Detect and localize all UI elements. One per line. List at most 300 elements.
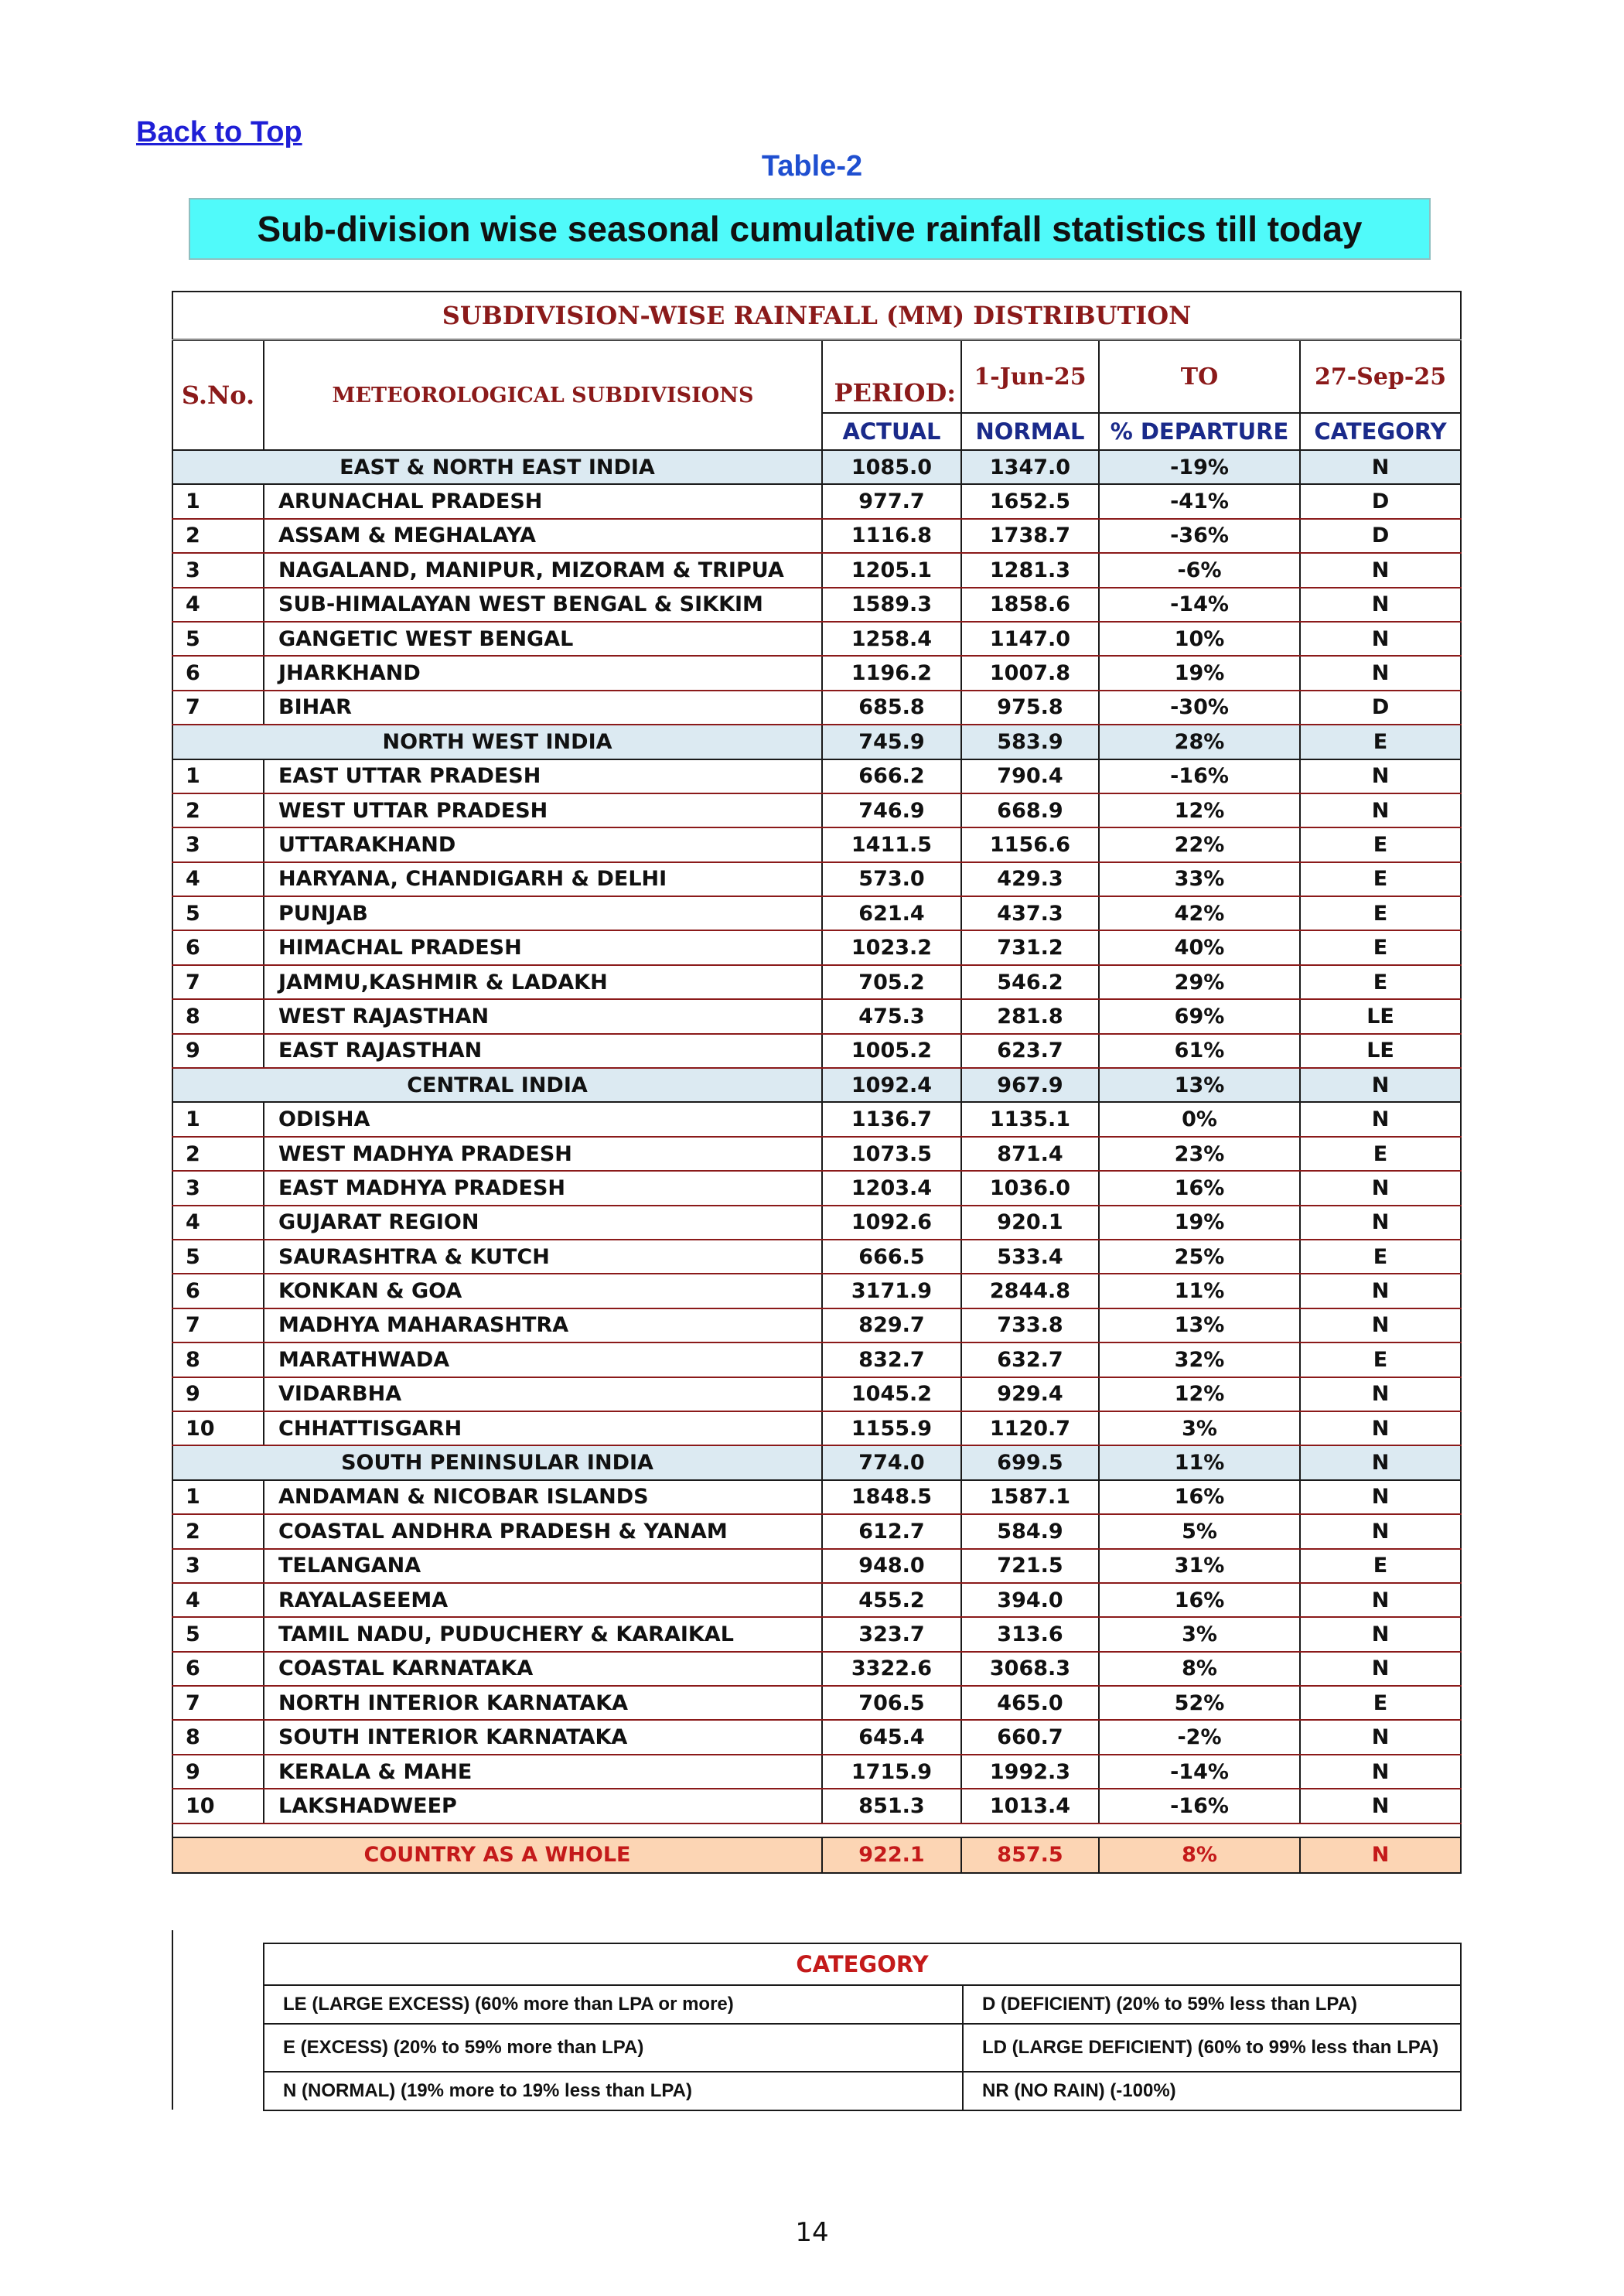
- legend-le: LE (LARGE EXCESS) (60% more than LPA or more): [264, 1985, 963, 2024]
- table-row: [172, 1480, 1461, 1514]
- row-normal: 1147.0: [961, 622, 1099, 656]
- row-departure: -16%: [1099, 1789, 1300, 1823]
- row-actual: 706.5: [822, 1686, 961, 1720]
- row-normal: 975.8: [961, 691, 1099, 725]
- row-sno: 4: [172, 588, 264, 622]
- row-normal: 465.0: [961, 1686, 1099, 1720]
- row-sno: 8: [172, 1342, 264, 1377]
- row-actual: 832.7: [822, 1342, 961, 1377]
- row-sno: 9: [172, 1034, 264, 1068]
- table-row: [172, 1549, 1461, 1583]
- table-row: [172, 1342, 1461, 1377]
- table-row: [172, 862, 1461, 896]
- row-normal: 3068.3: [961, 1652, 1099, 1686]
- region-name: SOUTH PENINSULAR INDIA: [172, 1445, 822, 1479]
- row-normal: 668.9: [961, 793, 1099, 827]
- row-normal: 1007.8: [961, 656, 1099, 690]
- row-departure: 16%: [1099, 1583, 1300, 1617]
- row-actual: 851.3: [822, 1789, 961, 1823]
- row-category: N: [1300, 656, 1461, 690]
- region-category: N: [1300, 1068, 1461, 1102]
- row-subdivision: MARATHWADA: [264, 1342, 822, 1377]
- region-actual: 774.0: [822, 1445, 961, 1479]
- row-sno: 3: [172, 1171, 264, 1205]
- row-subdivision: JHARKHAND: [264, 656, 822, 690]
- legend-d: D (DEFICIENT) (20% to 59% less than LPA): [963, 1985, 1461, 2024]
- row-subdivision: SOUTH INTERIOR KARNATAKA: [264, 1720, 822, 1754]
- row-normal: 429.3: [961, 862, 1099, 896]
- row-category: N: [1300, 1171, 1461, 1205]
- table-row: [172, 793, 1461, 827]
- row-subdivision: COASTAL ANDHRA PRADESH & YANAM: [264, 1514, 822, 1548]
- subdivision-header: METEOROLOGICAL SUBDIVISIONS: [264, 340, 822, 451]
- region-actual: 1092.4: [822, 1068, 961, 1102]
- row-category: N: [1300, 1789, 1461, 1823]
- row-category: N: [1300, 1411, 1461, 1445]
- row-normal: 1858.6: [961, 588, 1099, 622]
- row-sno: 5: [172, 1617, 264, 1651]
- row-departure: 16%: [1099, 1171, 1300, 1205]
- row-actual: 1045.2: [822, 1377, 961, 1411]
- table-row: [172, 656, 1461, 690]
- region-name: NORTH WEST INDIA: [172, 725, 822, 759]
- region-row: [172, 1445, 1461, 1479]
- row-normal: 1587.1: [961, 1480, 1099, 1514]
- region-normal: 583.9: [961, 725, 1099, 759]
- row-normal: 1992.3: [961, 1755, 1099, 1789]
- row-subdivision: ANDAMAN & NICOBAR ISLANDS: [264, 1480, 822, 1514]
- country-name: COUNTRY AS A WHOLE: [172, 1837, 822, 1873]
- row-subdivision: SUB-HIMALAYAN WEST BENGAL & SIKKIM: [264, 588, 822, 622]
- row-departure: 29%: [1099, 965, 1300, 999]
- row-category: N: [1300, 759, 1461, 793]
- row-category: N: [1300, 1308, 1461, 1342]
- spacer-cell: [172, 1823, 1461, 1837]
- row-actual: 3171.9: [822, 1274, 961, 1308]
- row-subdivision: EAST UTTAR PRADESH: [264, 759, 822, 793]
- legend-e: E (EXCESS) (20% to 59% more than LPA): [264, 2024, 963, 2072]
- page-headline: Sub-division wise seasonal cumulative rainfall statistics till today: [189, 198, 1431, 260]
- row-actual: 455.2: [822, 1583, 961, 1617]
- legend-title: CATEGORY: [264, 1943, 1461, 1985]
- row-actual: 746.9: [822, 793, 961, 827]
- row-normal: 871.4: [961, 1137, 1099, 1171]
- table-row: [172, 519, 1461, 553]
- table-row: [172, 1789, 1461, 1823]
- row-category: N: [1300, 622, 1461, 656]
- row-subdivision: VIDARBHA: [264, 1377, 822, 1411]
- row-category: N: [1300, 1755, 1461, 1789]
- row-subdivision: ARUNACHAL PRADESH: [264, 484, 822, 518]
- region-departure: 11%: [1099, 1445, 1300, 1479]
- region-actual: 1085.0: [822, 450, 961, 484]
- legend-n: N (NORMAL) (19% more to 19% less than LPA): [264, 2072, 963, 2110]
- country-actual: 922.1: [822, 1837, 961, 1873]
- row-category: E: [1300, 930, 1461, 964]
- row-category: E: [1300, 862, 1461, 896]
- table-title: SUBDIVISION-WISE RAINFALL (MM) DISTRIBUTION: [172, 292, 1461, 340]
- row-category: N: [1300, 1617, 1461, 1651]
- row-departure: 61%: [1099, 1034, 1300, 1068]
- table-row: [172, 1274, 1461, 1308]
- table-row: [172, 1411, 1461, 1445]
- rainfall-table: [172, 291, 1462, 1874]
- country-category: N: [1300, 1837, 1461, 1873]
- row-departure: 19%: [1099, 1206, 1300, 1240]
- row-normal: 623.7: [961, 1034, 1099, 1068]
- row-subdivision: MADHYA MAHARASHTRA: [264, 1308, 822, 1342]
- row-sno: 6: [172, 656, 264, 690]
- row-actual: 685.8: [822, 691, 961, 725]
- row-category: N: [1300, 588, 1461, 622]
- row-category: E: [1300, 896, 1461, 930]
- row-departure: 25%: [1099, 1240, 1300, 1274]
- region-row: [172, 725, 1461, 759]
- row-departure: 16%: [1099, 1480, 1300, 1514]
- row-departure: 3%: [1099, 1411, 1300, 1445]
- row-subdivision: COASTAL KARNATAKA: [264, 1652, 822, 1686]
- row-subdivision: HIMACHAL PRADESH: [264, 930, 822, 964]
- row-actual: 1155.9: [822, 1411, 961, 1445]
- row-subdivision: WEST MADHYA PRADESH: [264, 1137, 822, 1171]
- row-departure: -16%: [1099, 759, 1300, 793]
- row-actual: 1116.8: [822, 519, 961, 553]
- table-left-border: [172, 1930, 173, 2110]
- region-row: [172, 450, 1461, 484]
- row-sno: 5: [172, 1240, 264, 1274]
- row-actual: 666.2: [822, 759, 961, 793]
- row-departure: 5%: [1099, 1514, 1300, 1548]
- table-row: [172, 930, 1461, 964]
- row-category: N: [1300, 1652, 1461, 1686]
- row-subdivision: GANGETIC WEST BENGAL: [264, 622, 822, 656]
- row-departure: 8%: [1099, 1652, 1300, 1686]
- row-sno: 4: [172, 1206, 264, 1240]
- region-category: E: [1300, 725, 1461, 759]
- category-header: CATEGORY: [1300, 413, 1461, 450]
- row-normal: 790.4: [961, 759, 1099, 793]
- region-normal: 1347.0: [961, 450, 1099, 484]
- row-departure: 0%: [1099, 1102, 1300, 1136]
- row-subdivision: ASSAM & MEGHALAYA: [264, 519, 822, 553]
- row-normal: 733.8: [961, 1308, 1099, 1342]
- region-normal: 967.9: [961, 1068, 1099, 1102]
- row-sno: 10: [172, 1789, 264, 1823]
- row-sno: 3: [172, 827, 264, 861]
- row-sno: 7: [172, 965, 264, 999]
- sno-header: S.No.: [172, 340, 264, 451]
- row-actual: 1196.2: [822, 656, 961, 690]
- row-departure: 33%: [1099, 862, 1300, 896]
- row-sno: 1: [172, 1480, 264, 1514]
- row-category: E: [1300, 1549, 1461, 1583]
- row-actual: 829.7: [822, 1308, 961, 1342]
- table-row: [172, 1377, 1461, 1411]
- row-subdivision: SAURASHTRA & KUTCH: [264, 1240, 822, 1274]
- legend-ld: LD (LARGE DEFICIENT) (60% to 99% less than LPA): [963, 2024, 1461, 2072]
- row-sno: 6: [172, 1652, 264, 1686]
- row-subdivision: LAKSHADWEEP: [264, 1789, 822, 1823]
- row-category: E: [1300, 1240, 1461, 1274]
- row-actual: 612.7: [822, 1514, 961, 1548]
- row-departure: 12%: [1099, 793, 1300, 827]
- row-normal: 929.4: [961, 1377, 1099, 1411]
- row-subdivision: GUJARAT REGION: [264, 1206, 822, 1240]
- table-row: [172, 759, 1461, 793]
- row-departure: -14%: [1099, 1755, 1300, 1789]
- region-category: N: [1300, 1445, 1461, 1479]
- row-actual: 1092.6: [822, 1206, 961, 1240]
- row-departure: 19%: [1099, 656, 1300, 690]
- table-row: [172, 1171, 1461, 1205]
- region-actual: 745.9: [822, 725, 961, 759]
- row-actual: 323.7: [822, 1617, 961, 1651]
- table-row: [172, 1137, 1461, 1171]
- period-header: PERIOD:: [822, 340, 961, 414]
- row-actual: 475.3: [822, 999, 961, 1033]
- country-normal: 857.5: [961, 1837, 1099, 1873]
- row-normal: 313.6: [961, 1617, 1099, 1651]
- row-subdivision: PUNJAB: [264, 896, 822, 930]
- table-row: [172, 1240, 1461, 1274]
- row-actual: 1005.2: [822, 1034, 961, 1068]
- row-actual: 948.0: [822, 1549, 961, 1583]
- row-departure: -30%: [1099, 691, 1300, 725]
- row-sno: 2: [172, 1137, 264, 1171]
- row-sno: 3: [172, 1549, 264, 1583]
- row-sno: 7: [172, 1308, 264, 1342]
- row-category: E: [1300, 965, 1461, 999]
- back-to-top-link[interactable]: Back to Top: [136, 116, 302, 148]
- table-row: [172, 1720, 1461, 1754]
- table-row: [172, 553, 1461, 587]
- country-departure: 8%: [1099, 1837, 1300, 1873]
- row-actual: 1258.4: [822, 622, 961, 656]
- to-date: 27-Sep-25: [1300, 340, 1461, 414]
- table-row: [172, 588, 1461, 622]
- row-category: N: [1300, 1377, 1461, 1411]
- row-sno: 7: [172, 691, 264, 725]
- row-normal: 1652.5: [961, 484, 1099, 518]
- table-row: [172, 827, 1461, 861]
- row-subdivision: BIHAR: [264, 691, 822, 725]
- row-category: N: [1300, 1583, 1461, 1617]
- table-row: [172, 896, 1461, 930]
- row-actual: 666.5: [822, 1240, 961, 1274]
- row-sno: 1: [172, 1102, 264, 1136]
- row-normal: 1281.3: [961, 553, 1099, 587]
- row-actual: 573.0: [822, 862, 961, 896]
- table-row: [172, 999, 1461, 1033]
- row-category: N: [1300, 1274, 1461, 1308]
- row-subdivision: KONKAN & GOA: [264, 1274, 822, 1308]
- row-normal: 1156.6: [961, 827, 1099, 861]
- row-departure: -2%: [1099, 1720, 1300, 1754]
- row-actual: 645.4: [822, 1720, 961, 1754]
- row-actual: 1589.3: [822, 588, 961, 622]
- legend-nr: NR (NO RAIN) (-100%): [963, 2072, 1461, 2110]
- table-row: [172, 1206, 1461, 1240]
- row-sno: 2: [172, 793, 264, 827]
- row-normal: 721.5: [961, 1549, 1099, 1583]
- row-actual: 1023.2: [822, 930, 961, 964]
- row-category: E: [1300, 1137, 1461, 1171]
- row-subdivision: KERALA & MAHE: [264, 1755, 822, 1789]
- row-departure: 52%: [1099, 1686, 1300, 1720]
- category-legend: [263, 1943, 1462, 2111]
- row-sno: 1: [172, 759, 264, 793]
- row-departure: 31%: [1099, 1549, 1300, 1583]
- row-subdivision: NORTH INTERIOR KARNATAKA: [264, 1686, 822, 1720]
- row-normal: 437.3: [961, 896, 1099, 930]
- row-actual: 1205.1: [822, 553, 961, 587]
- row-departure: -41%: [1099, 484, 1300, 518]
- row-actual: 3322.6: [822, 1652, 961, 1686]
- actual-header: ACTUAL: [822, 413, 961, 450]
- row-category: LE: [1300, 999, 1461, 1033]
- row-normal: 394.0: [961, 1583, 1099, 1617]
- region-departure: 28%: [1099, 725, 1300, 759]
- table-row: [172, 1617, 1461, 1651]
- row-subdivision: HARYANA, CHANDIGARH & DELHI: [264, 862, 822, 896]
- row-category: E: [1300, 827, 1461, 861]
- row-category: E: [1300, 1342, 1461, 1377]
- region-name: EAST & NORTH EAST INDIA: [172, 450, 822, 484]
- row-subdivision: UTTARAKHAND: [264, 827, 822, 861]
- row-normal: 920.1: [961, 1206, 1099, 1240]
- row-normal: 1013.4: [961, 1789, 1099, 1823]
- row-normal: 546.2: [961, 965, 1099, 999]
- row-departure: 13%: [1099, 1308, 1300, 1342]
- row-departure: -6%: [1099, 553, 1300, 587]
- row-actual: 977.7: [822, 484, 961, 518]
- row-normal: 533.4: [961, 1240, 1099, 1274]
- region-departure: -19%: [1099, 450, 1300, 484]
- row-normal: 1036.0: [961, 1171, 1099, 1205]
- to-label: TO: [1099, 340, 1300, 414]
- from-date: 1-Jun-25: [961, 340, 1099, 414]
- row-category: N: [1300, 1514, 1461, 1548]
- row-departure: 42%: [1099, 896, 1300, 930]
- row-actual: 1073.5: [822, 1137, 961, 1171]
- table-row: [172, 1686, 1461, 1720]
- row-normal: 632.7: [961, 1342, 1099, 1377]
- region-name: CENTRAL INDIA: [172, 1068, 822, 1102]
- row-sno: 1: [172, 484, 264, 518]
- table-row: [172, 1583, 1461, 1617]
- row-sno: 9: [172, 1377, 264, 1411]
- table-row: [172, 1514, 1461, 1548]
- row-departure: 10%: [1099, 622, 1300, 656]
- row-subdivision: ODISHA: [264, 1102, 822, 1136]
- row-sno: 6: [172, 1274, 264, 1308]
- row-normal: 1738.7: [961, 519, 1099, 553]
- row-category: N: [1300, 1480, 1461, 1514]
- page-number: 14: [795, 2217, 829, 2248]
- row-category: D: [1300, 691, 1461, 725]
- row-subdivision: WEST RAJASTHAN: [264, 999, 822, 1033]
- row-normal: 1120.7: [961, 1411, 1099, 1445]
- row-sno: 6: [172, 930, 264, 964]
- row-category: E: [1300, 1686, 1461, 1720]
- row-departure: 32%: [1099, 1342, 1300, 1377]
- row-normal: 1135.1: [961, 1102, 1099, 1136]
- row-subdivision: WEST UTTAR PRADESH: [264, 793, 822, 827]
- row-sno: 4: [172, 862, 264, 896]
- row-category: D: [1300, 484, 1461, 518]
- row-actual: 1136.7: [822, 1102, 961, 1136]
- table-row: [172, 484, 1461, 518]
- table-row: [172, 622, 1461, 656]
- row-subdivision: JAMMU,KASHMIR & LADAKH: [264, 965, 822, 999]
- table-row: [172, 691, 1461, 725]
- row-departure: 3%: [1099, 1617, 1300, 1651]
- row-actual: 1203.4: [822, 1171, 961, 1205]
- row-subdivision: TELANGANA: [264, 1549, 822, 1583]
- region-category: N: [1300, 450, 1461, 484]
- row-normal: 281.8: [961, 999, 1099, 1033]
- table-row: [172, 1034, 1461, 1068]
- row-departure: 40%: [1099, 930, 1300, 964]
- row-sno: 5: [172, 622, 264, 656]
- row-sno: 2: [172, 519, 264, 553]
- row-sno: 5: [172, 896, 264, 930]
- table-row: [172, 1755, 1461, 1789]
- row-sno: 8: [172, 1720, 264, 1754]
- row-subdivision: TAMIL NADU, PUDUCHERY & KARAIKAL: [264, 1617, 822, 1651]
- row-normal: 731.2: [961, 930, 1099, 964]
- region-departure: 13%: [1099, 1068, 1300, 1102]
- row-category: N: [1300, 793, 1461, 827]
- row-departure: 69%: [1099, 999, 1300, 1033]
- row-subdivision: RAYALASEEMA: [264, 1583, 822, 1617]
- country-row: [172, 1837, 1461, 1873]
- row-sno: 3: [172, 553, 264, 587]
- row-subdivision: EAST MADHYA PRADESH: [264, 1171, 822, 1205]
- table-row: [172, 1308, 1461, 1342]
- departure-header: % DEPARTURE: [1099, 413, 1300, 450]
- row-departure: -14%: [1099, 588, 1300, 622]
- row-sno: 10: [172, 1411, 264, 1445]
- row-category: LE: [1300, 1034, 1461, 1068]
- row-category: N: [1300, 553, 1461, 587]
- row-subdivision: NAGALAND, MANIPUR, MIZORAM & TRIPUA: [264, 553, 822, 587]
- row-sno: 2: [172, 1514, 264, 1548]
- table-row: [172, 1652, 1461, 1686]
- table-row: [172, 1102, 1461, 1136]
- row-departure: 11%: [1099, 1274, 1300, 1308]
- region-row: [172, 1068, 1461, 1102]
- row-category: D: [1300, 519, 1461, 553]
- row-subdivision: EAST RAJASTHAN: [264, 1034, 822, 1068]
- row-actual: 1848.5: [822, 1480, 961, 1514]
- row-normal: 660.7: [961, 1720, 1099, 1754]
- row-actual: 621.4: [822, 896, 961, 930]
- table-label: Table-2: [761, 150, 863, 183]
- row-sno: 4: [172, 1583, 264, 1617]
- row-category: N: [1300, 1720, 1461, 1754]
- row-category: N: [1300, 1102, 1461, 1136]
- row-normal: 2844.8: [961, 1274, 1099, 1308]
- row-departure: 12%: [1099, 1377, 1300, 1411]
- region-normal: 699.5: [961, 1445, 1099, 1479]
- row-normal: 584.9: [961, 1514, 1099, 1548]
- row-actual: 1715.9: [822, 1755, 961, 1789]
- normal-header: NORMAL: [961, 413, 1099, 450]
- row-sno: 8: [172, 999, 264, 1033]
- row-departure: 22%: [1099, 827, 1300, 861]
- table-spacer: [172, 1823, 1461, 1837]
